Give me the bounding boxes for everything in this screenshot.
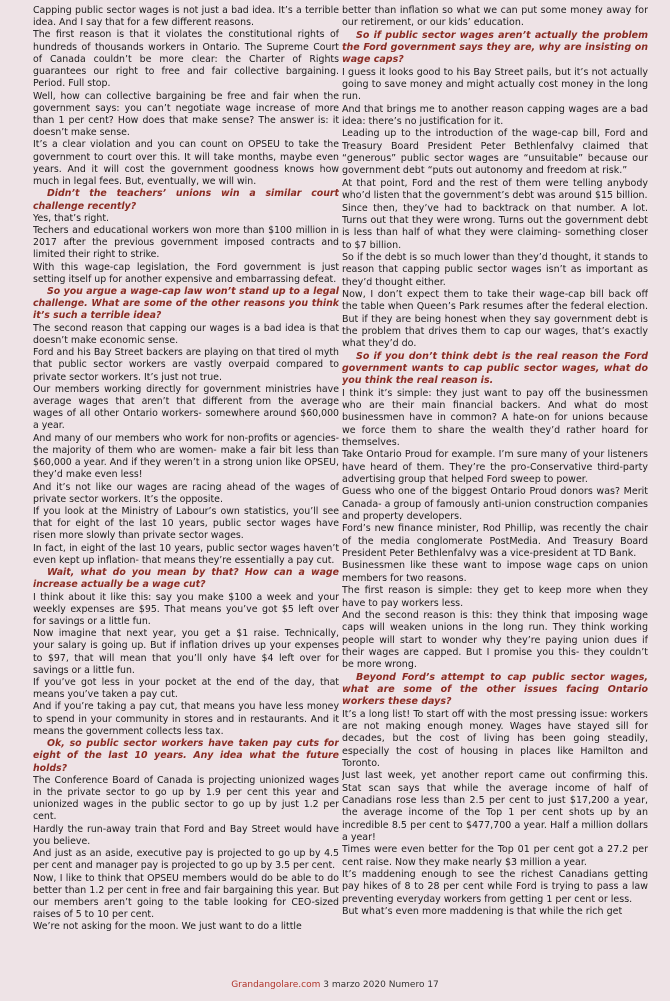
- body-paragraph: With this wage-cap legislation, the Ford government is just setting itself up for another expensive and embarrassing defeat.: [33, 261, 339, 285]
- body-paragraph: The Conference Board of Canada is projecting unionized wages in the private sector to go up by 1.9 per cent this year and unionized wages in the public sector to go up by just 1.2 per cent.: [33, 774, 339, 823]
- interview-question: So you argue a wage-cap law won’t stand up to a legal challenge. What are some of the other reasons you think it’s such a terrible idea?: [33, 286, 339, 322]
- body-paragraph: Take Ontario Proud for example. I’m sure many of your listeners have heard of them. They’re the pro-Conservative third-party advertising group that helped Ford sweep to power.: [342, 449, 648, 486]
- body-paragraph: better than inflation so what we can put some money away for our retirement, or our kids’ education.: [342, 5, 648, 29]
- interview-question: Didn’t the teachers’ unions win a similar court challenge recently?: [33, 188, 339, 212]
- body-paragraph: And that brings me to another reason capping wages are a bad idea: there’s no justification for it.: [342, 103, 648, 128]
- footer-site: Grandangolare.com: [231, 980, 321, 990]
- right-column: [342, 5, 648, 960]
- body-paragraph: I think it’s simple: they just want to pay off the businessmen who are their main financial backers. And what do most businessmen have in common? A hate-on for unions because we force them to share the wealth they’d rather hoard for themselves.: [342, 387, 648, 449]
- page-footer: [0, 979, 670, 991]
- body-paragraph: And it’s not like our wages are racing ahead of the wages of private sector workers. It’s the opposite.: [33, 481, 339, 505]
- body-paragraph: The second reason that capping our wages is a bad idea is that doesn’t make economic sense.: [33, 322, 339, 346]
- body-paragraph: And the second reason is this: they think that imposing wage caps will weaken unions in the long run. They think working people will start to wonder why they’re paying union dues if their wages are capped. But I promise you this- they couldn’t be more wrong.: [342, 609, 648, 671]
- body-paragraph: Hardly the run-away train that Ford and Bay Street would have you believe.: [33, 823, 339, 847]
- body-paragraph: But what’s even more maddening is that while the rich get: [342, 906, 623, 918]
- body-paragraph: We’re not asking for the moon. We just want to do a little: [33, 921, 302, 933]
- footer-issue: Numero 17: [388, 980, 439, 990]
- body-paragraph: Times were even better for the Top 01 per cent got a 27.2 per cent raise. Now they make nearly $3 million a year.: [342, 844, 648, 868]
- interview-question: Ok, so public sector workers have taken pay cuts for eight of the last 10 years. Any idea what the future holds?: [33, 738, 339, 774]
- body-paragraph: Guess who one of the biggest Ontario Proud donors was? Merit Canada- a group of famously anti-union construction companies and property developers.: [342, 486, 648, 523]
- body-paragraph: Ford and his Bay Street backers are playing on that tired ol myth that public sector workers are vastly overpaid compared to private sector workers. It’s just not true.: [33, 347, 339, 383]
- body-paragraph: Now imagine that next year, you get a $1 raise. Technically, your salary is going up. But if inflation drives up your expenses to $97, that will mean that you’ll only have $4 left over for savings or a little fun.: [33, 628, 339, 676]
- body-paragraph: And if you’re taking a pay cut, that means you have less money to spend in your community in stores and in restaurants. And it means the government collects less tax.: [33, 701, 339, 737]
- body-paragraph: It’s a clear violation and you can count on OPSEU to take the government to court over this. It will take months, maybe even years. And it will cost the government goodness knows how much in legal fees. But, eventually, we will win.: [33, 139, 339, 188]
- body-paragraph: So if the debt is so much lower than they’d thought, it stands to reason that capping public sector wages isn’t as important as they’d thought either.: [342, 251, 648, 288]
- body-paragraph: It’s maddening enough to see the richest Canadians getting pay hikes of 8 to 28 per cent while Ford is trying to pass a law preventing everyday workers from getting 1 per cent or less.: [342, 869, 648, 905]
- body-paragraph: Just last week, yet another report came out confirming this. Stat scan says that while the average income of half of Canadians rose less than 2.5 per cent to just $17,200 a year, the average income of the Top 1 per cent shots up by an incredible 8.5 per cent to $477,700 a year. Half a million dollars a year!: [342, 770, 648, 844]
- body-paragraph: Now, I like to think that OPSEU members would do be able to do better than 1.2 per cent in free and fair bargaining this year. But our members aren’t going to the table looking for CEO-sized raises of 5 to 10 per cent.: [33, 872, 339, 921]
- body-paragraph: The first reason is simple: they get to keep more when they have to pay workers less.: [342, 585, 648, 609]
- body-paragraph: And many of our members who work for non-profits or agencies- the majority of them who are women- make a fair bit less than $60,000 a year. And if they weren’t in a strong union like OPSEU, they’d make even less!: [33, 432, 339, 481]
- body-paragraph: At that point, Ford and the rest of them were telling anybody who’d listen that the government’s debt was around $15 billion.: [342, 177, 648, 202]
- body-paragraph: Well, how can collective bargaining be free and fair when the government says: you can’t negotiate wage increase of more than 1 per cent? How does that make sense? The answer is: it doesn’t make sense.: [33, 90, 339, 139]
- body-paragraph: Techers and educational workers won more than $100 million in 2017 after the previous government imposed contracts and limited their right to strike.: [33, 224, 339, 261]
- body-paragraph: And just as an aside, executive pay is projected to go up by 4.5 per cent and manager pay is projected to go up by 3.5 per cent.: [33, 848, 339, 872]
- interview-question: So if you don’t think debt is the real reason the Ford government wants to cap public sector wages, what do you think the real reason is.: [342, 350, 648, 387]
- body-paragraph: Capping public sector wages is not just a bad idea. It’s a terrible idea. And I say that for a few different reasons.: [33, 5, 339, 29]
- body-paragraph: Our members working directly for government ministries have average wages that aren’t that different from the average wages of all other Ontario workers- somewhere around $60,000 a year.: [33, 383, 339, 432]
- interview-question: Beyond Ford’s attempt to cap public sector wages, what are some of the other issues facing Ontario workers these days?: [342, 671, 648, 708]
- interview-question: Wait, what do you mean by that? How can a wage increase actually be a wage cut?: [33, 567, 339, 591]
- body-paragraph: Yes, that’s right.: [33, 212, 109, 224]
- footer-date: 3 marzo 2020: [323, 980, 386, 990]
- body-paragraph: In fact, in eight of the last 10 years, public sector wages haven’t even kept up inflation- that means they’re essentially a pay cut.: [33, 542, 339, 566]
- body-paragraph: I guess it looks good to his Bay Street pails, but it’s not actually going to save money and might actually cost money in the long run.: [342, 66, 648, 103]
- interview-question: So if public sector wages aren’t actually the problem the Ford government says they are, why are insisting on wage caps?: [342, 29, 648, 66]
- left-column: [33, 5, 339, 960]
- body-paragraph: I think about it like this: say you make $100 a week and your weekly expenses are $95. That means you’ve got $5 left over for savings or a little fun.: [33, 591, 339, 627]
- body-paragraph: It’s a long list! To start off with the most pressing issue: workers are not making enough money. Wages have stayed sill for decades, but the cost of living has been going steadily, especially the cost of housing in places like Hamilton and Toronto.: [342, 708, 648, 769]
- body-paragraph: Now, I don’t expect them to take their wage-cap bill back off the table when Queen’s Park resumes after the federal election. But if they are being honest when they say government debt is the problem that drives them to cap our wages, that’s exactly what they’d do.: [342, 288, 648, 350]
- body-paragraph: Ford’s new finance minister, Rod Phillip, was recently the chair of the media conglomerate PostMedia. And Treasury Board President Peter Bethlenfalvy was a vice-president at TD Bank.: [342, 523, 648, 560]
- body-paragraph: Leading up to the introduction of the wage-cap bill, Ford and Treasury Board President Peter Bethlenfalvy claimed that “generous” public sector wages are “unsuitable” because our government debt “puts out autonomy and freedom at risk.”: [342, 128, 648, 177]
- body-paragraph: The first reason is that it violates the constitutional rights of hundreds of thousands workers in Ontario. The Supreme Court of Canada couldn’t be more clear: the Charter of Rights guarantees our right to free and fair collective bargaining. Period. Full stop.: [33, 29, 339, 90]
- body-paragraph: Since then, they’ve had to backtrack on that number. A lot. Turns out that they were wrong. Turns out the government debt is less than half of what they were claiming- something closer to $7 billion.: [342, 202, 648, 251]
- body-paragraph: If you’ve got less in your pocket at the end of the day, that means you’ve taken a pay cut.: [33, 677, 339, 701]
- body-paragraph: Businessmen like these want to impose wage caps on union members for two reasons.: [342, 560, 648, 584]
- body-paragraph: If you look at the Ministry of Labour’s own statistics, you’ll see that for eight of the last 10 years, public sector wages have risen more slowly than private sector wages.: [33, 505, 339, 542]
